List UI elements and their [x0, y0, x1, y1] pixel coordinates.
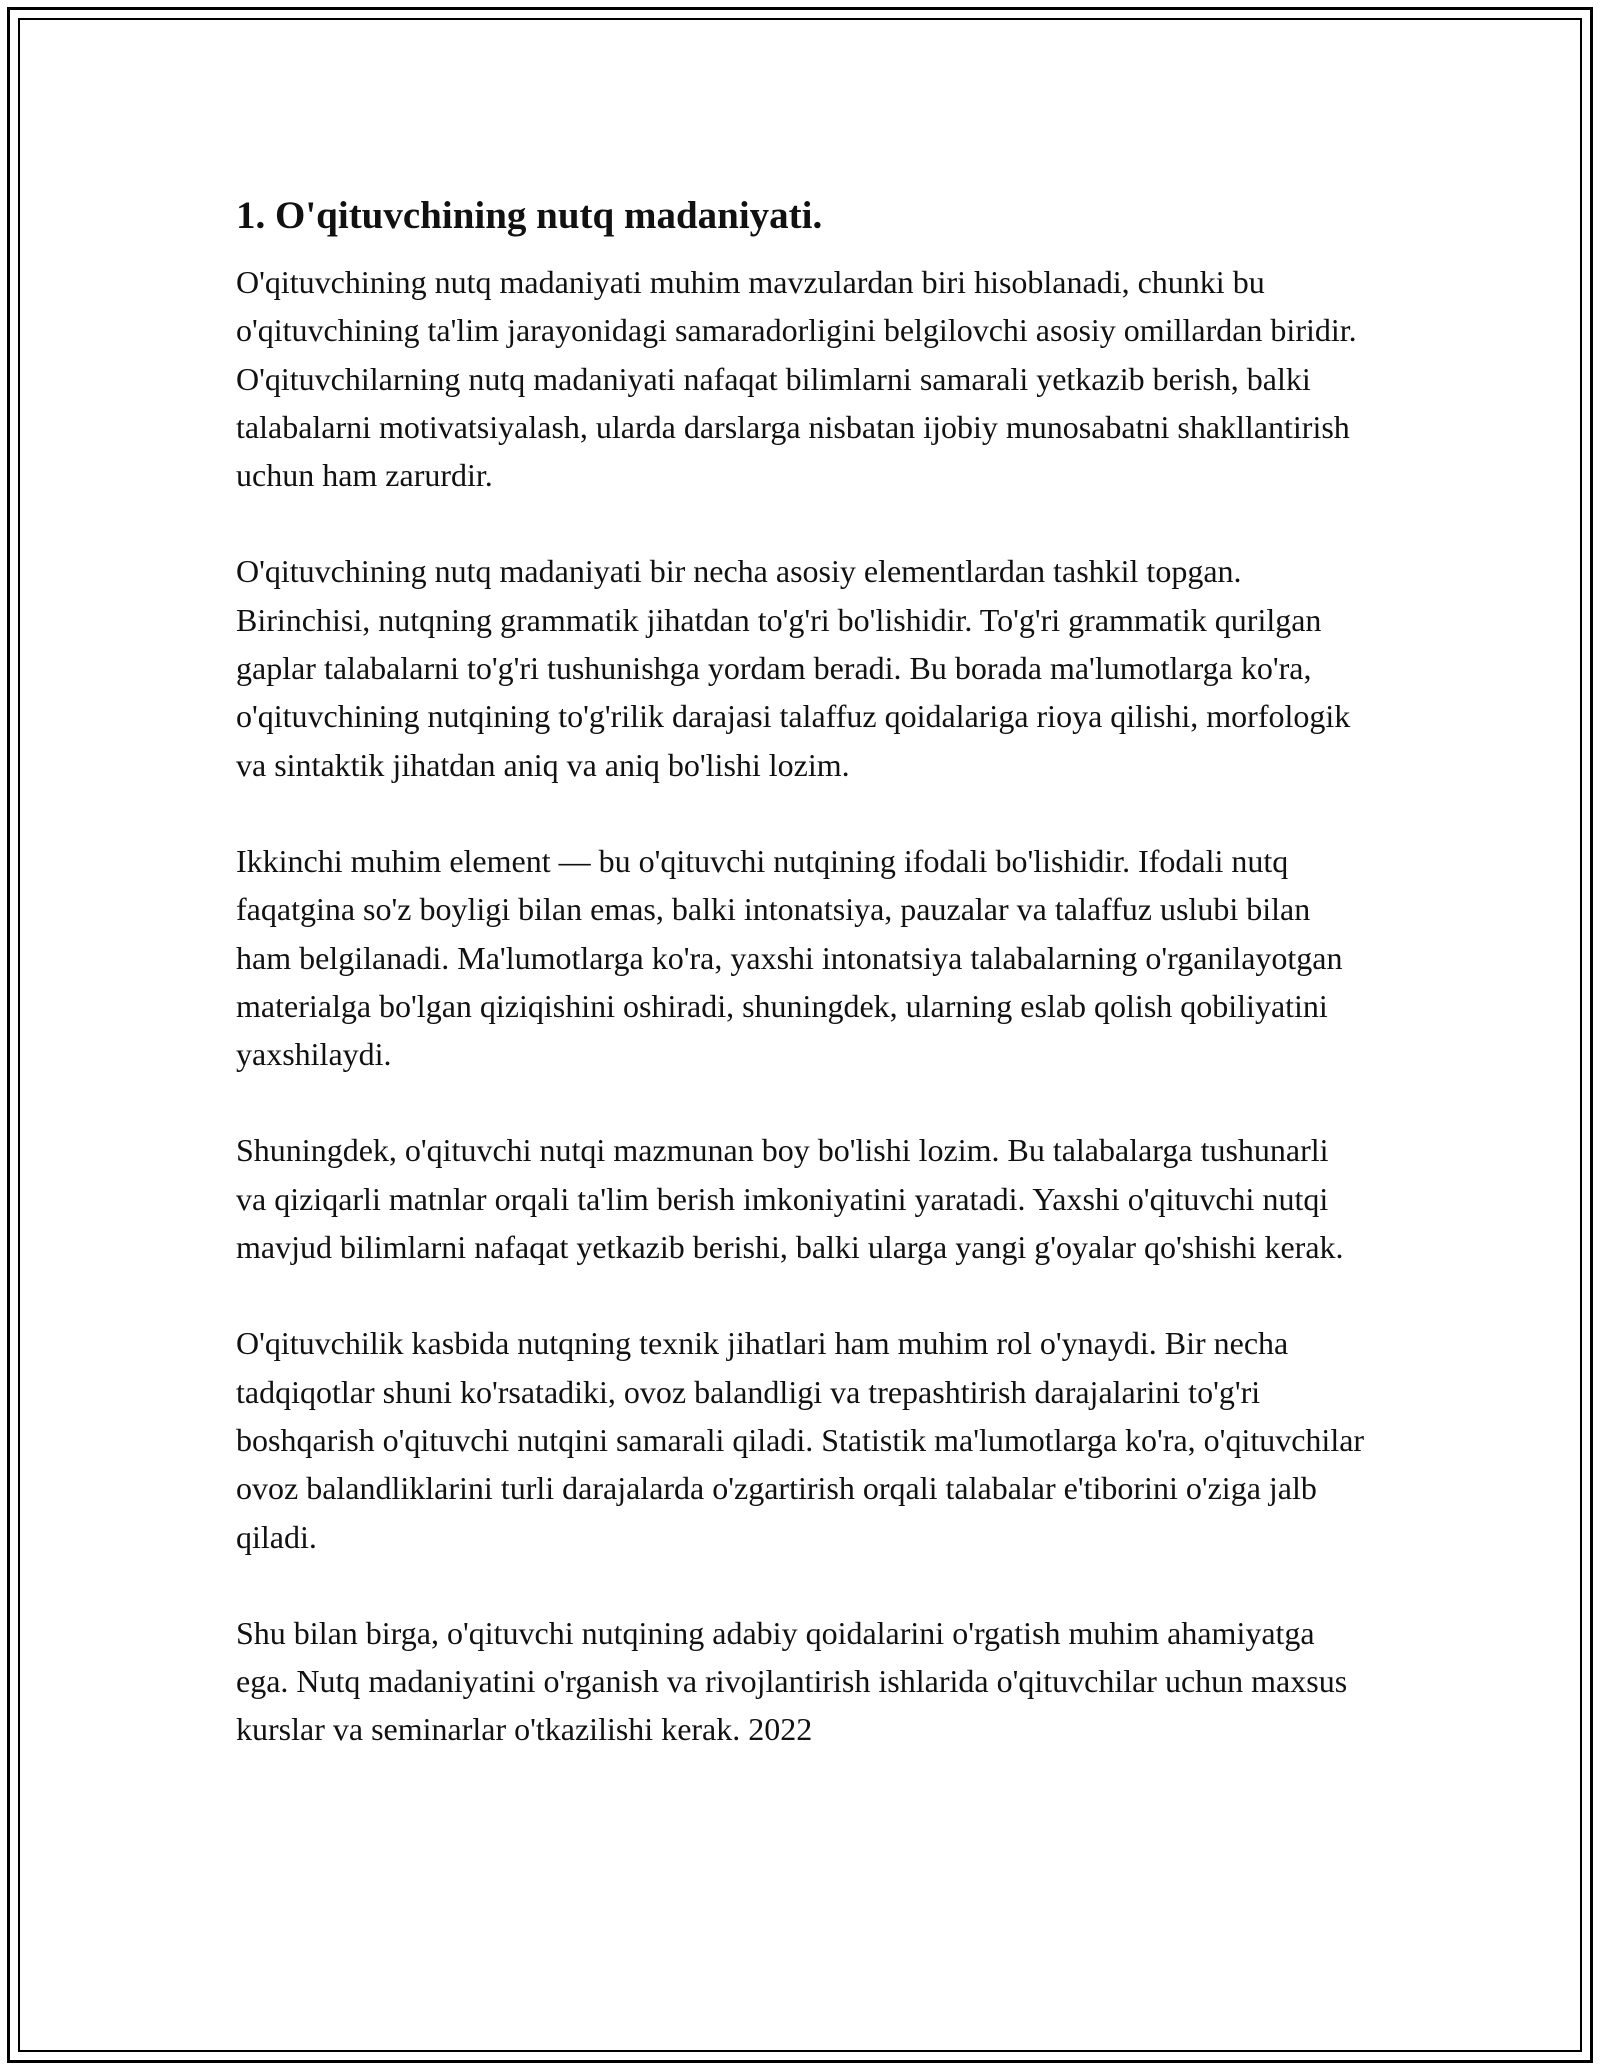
paragraph-3: Ikkinchi muhim element — bu o'qituvchi nutqining ifodali bo'lishidir. Ifodali nutq faqatgina so'z boyligi bilan emas, balki intonatsiya, pauzalar va talaffuz uslubi bilan ham belgilanadi. Ma'lumotlarga ko'ra, yaxshi intonatsiya talabalarning o'rganilayotgan materialga bo'lgan qiziqishini oshiradi, shuningdek, ularning eslab qolish qobiliyatini yaxshilaydi. [236, 842, 1343, 1073]
paragraph-2: O'qituvchining nutq madaniyati bir necha asosiy elementlardan tashkil topgan. Birinchisi, nutqning grammatik jihatdan to'g'ri bo'lishidir. To'g'ri grammatik qurilgan gaplar talabalarni to'g'ri tushunishga yordam beradi. Bu borada ma'lumotlarga ko'ra, o'qituvchining nutqining to'g'rilik darajasi talaffuz qoidalariga rioya qilishi, morfologik va sintaktik jihatdan aniq va aniq bo'lishi lozim. [236, 553, 1351, 783]
document-body [236, 190, 1366, 1802]
paragraph-1: O'qituvchining nutq madaniyati muhim mavzulardan biri hisoblanadi, chunki bu o'qituvchining ta'lim jarayonidagi samaradorligini belgilovchi asosiy omillardan biridir. O'qituvchilarning nutq madaniyati nafaqat bilimlarni samarali yetkazib berish, balki talabalarni motivatsiyalash, ularda darslarga nisbatan ijobiy munosabatni shakllantirish uchun ham zarurdir. [236, 264, 1357, 494]
paragraph-4: Shuningdek, o'qituvchi nutqi mazmunan boy bo'lishi lozim. Bu talabalarga tushunarli va qiziqarli matnlar orqali ta'lim berish imkoniyatini yaratadi. Yaxshi o'qituvchi nutqi mavjud bilimlarni nafaqat yetkazib berishi, balki ularga yangi g'oyalar qo'shishi kerak. [236, 1132, 1344, 1266]
paragraph-5: O'qituvchilik kasbida nutqning texnik jihatlari ham muhim rol o'ynaydi. Bir necha tadqiqotlar shuni ko'rsatadiki, ovoz balandligi va trepashtirish darajalarini to'g'ri boshqarish o'qituvchi nutqini samarali qiladi. Statistik ma'lumotlarga ko'ra, o'qituvchilar ovoz balandliklarini turli darajalarda o'zgartirish orqali talabalar e'tiborini o'ziga jalb qiladi. [236, 1325, 1365, 1555]
paragraph-6: Shu bilan birga, o'qituvchi nutqining adabiy qoidalarini o'rgatish muhim ahamiyatga ega. Nutq madaniyatini o'rganish va rivojlantirish ishlarida o'qituvchilar uchun maxsus kurslar va seminarlar o'tkazilishi kerak. 2022 [236, 1614, 1348, 1748]
section-heading: 1. O'qituvchining nutq madaniyati. [236, 194, 823, 237]
